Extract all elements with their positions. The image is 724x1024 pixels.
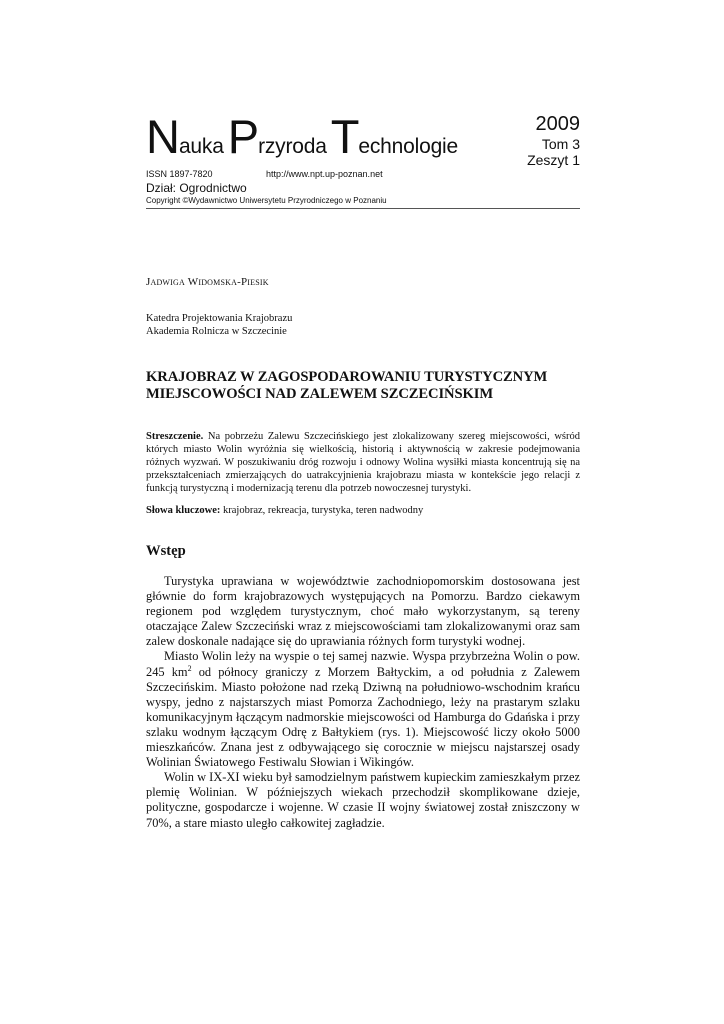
superscript: 2 <box>187 663 192 673</box>
journal-title-initial: N <box>146 110 179 163</box>
affiliation-department: Katedra Projektowania Krajobrazu <box>146 313 293 324</box>
abstract-text: Na pobrzeżu Zalewu Szczecińskiego jest zlokalizowany szereg miejscowości, wśród których miasto Wolin wyróżnia się wielkością, historią i aktywnością w zakresie podejmowania różnych wyzwań. W poszukiwaniu dróg rozwoju i odnowy Wolina wysiłki miasta koncentrują się na przekształceniach zmierzających do uatrakcyjnienia krajobrazu miasta w kontekście jego relacji z funkcją turystyczną i modernizacją terenu dla potrzeb nowoczesnej turystyki. <box>146 431 580 494</box>
paragraph <box>146 649 580 770</box>
paragraph: Wolin w IX-XI wieku był samodzielnym państwem kupieckim zamieszkałym przez plemię Wolinian. W późniejszych wiekach przechodził skomplikowane dzieje, polityczne, gospodarcze i wojenne. W czasie II wojny światowej został zniszczony w 70%, a stare miasto uległo całkowitej zagładzie. <box>146 770 580 830</box>
article-title-line: MIEJSCOWOŚCI NAD ZALEWEM SZCZECIŃSKIM <box>146 386 494 402</box>
paragraph: Turystyka uprawiana w województwie zachodniopomorskim dostosowana jest głównie do form krajobrazowych występujących na Pomorzu. Bardzo ciekawym regionem pod względem turystycznym, choć mało wykorzystanym, są tereny otaczające Zalew Szczeciński wraz z miejscowościami tam zlokalizowanymi oraz sam zalew doskonale nadające się do uprawiania różnych form turystyki wodnej. <box>146 574 580 649</box>
issue-number: Zeszyt 1 <box>527 152 580 168</box>
copyright-notice: Copyright ©Wydawnictwo Uniwersytetu Przyrodniczego w Poznaniu <box>146 196 387 205</box>
issn: ISSN 1897-7820 <box>146 169 213 179</box>
affiliation-institution: Akademia Rolnicza w Szczecinie <box>146 326 287 337</box>
issue-info <box>527 112 580 168</box>
abstract-label: Streszczenie. <box>146 431 204 442</box>
journal-title-initial: P <box>227 110 259 163</box>
section-label: Dział: Ogrodnictwo <box>146 181 247 195</box>
keywords <box>146 504 580 517</box>
journal-title-initial: T <box>330 110 359 163</box>
journal-title-word: auka <box>178 135 224 158</box>
abstract <box>146 431 580 496</box>
article-title <box>146 369 580 403</box>
journal-url[interactable]: http://www.npt.up-poznan.net <box>266 169 383 179</box>
article-title-line: KRAJOBRAZ W ZAGOSPODAROWANIU TURYSTYCZNYM <box>146 369 548 385</box>
paragraph-text: od północy graniczy z Morzem Bałtyckim, a od południa z Zalewem Szczecińskim. Miasto położone nad rzeką Dziwną na południowo-wschodnim krańcu wyspy, jedno z najstarszych miast Pomorza Zachodniego, leży na prastarym szlaku komunikacyjnym łączącym nadmorskie miejscowości od Hamburga do Gdańska i przy szlaku wodnym łączącym Odrę z Bałtykiem (rys. 1). Miejscowość liczy około 5000 mieszkańców. Znana jest z odbywającego się corocznie w miejscu najstarszej osady Wolinian Światowego Festiwalu Słowian i Wikingów. <box>146 664 580 770</box>
section-heading: Wstęp <box>146 543 186 559</box>
journal-title <box>146 112 458 172</box>
keywords-label: Słowa kluczowe: <box>146 505 221 516</box>
author-name: Jadwiga Widomska-Piesik <box>146 276 269 288</box>
journal-masthead <box>146 112 580 210</box>
keywords-text: krajobraz, rekreacja, turystyka, teren nadwodny <box>220 505 424 516</box>
issue-volume: Tom 3 <box>541 136 580 152</box>
journal-title-word: echnologie <box>358 135 458 158</box>
paragraph-text: Miasto Wolin leży na wyspie o tej samej nazwie. Wyspa przybrzeżna Wolin o pow. 245 km <box>146 649 580 679</box>
body-text <box>146 574 580 831</box>
journal-title-word: rzyroda <box>258 135 327 158</box>
header-divider <box>146 208 580 209</box>
issue-year: 2009 <box>535 113 580 135</box>
